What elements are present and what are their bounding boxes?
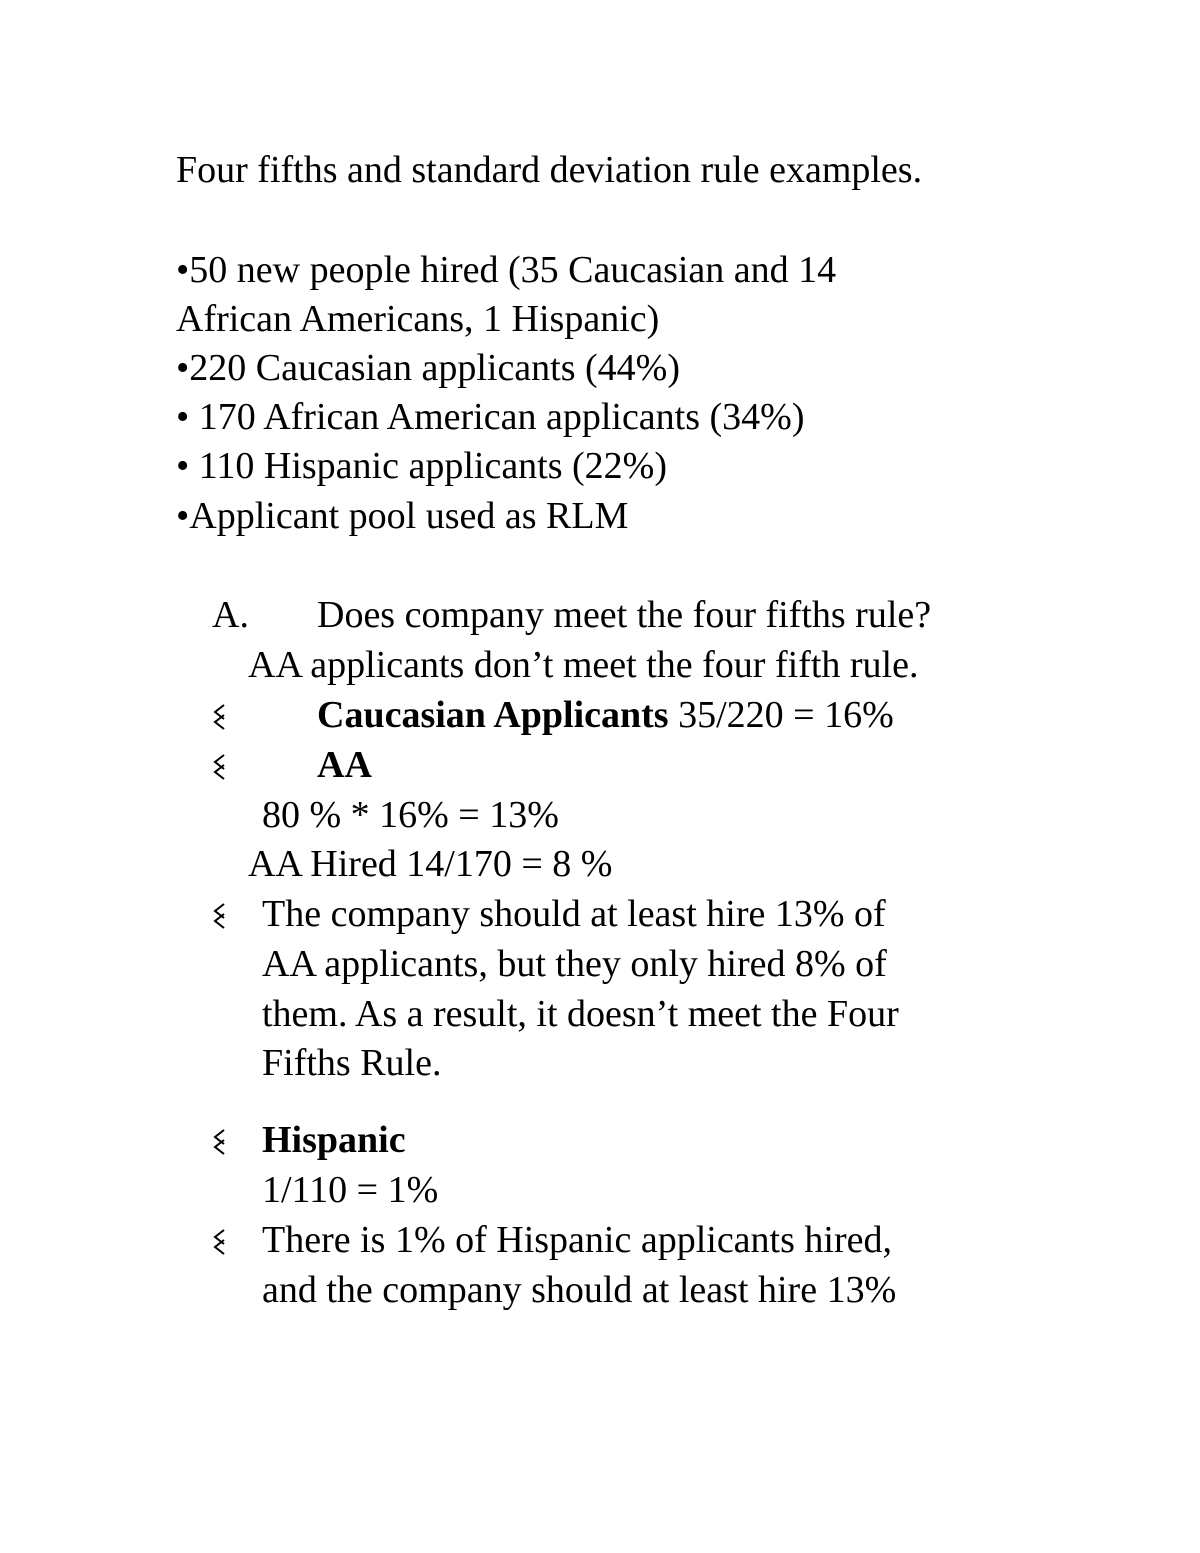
arrow-bullet-icon [210,701,230,731]
arrow-bullet-icon [210,751,230,781]
fact-line: • 110 Hispanic applicants (22%) [176,445,667,487]
hispanic-conclusion-line: and the company should at least hire 13% [262,1269,897,1311]
conclusion-line: AA applicants, but they only hired 8% of [262,943,887,985]
fact-line: •Applicant pool used as RLM [176,495,629,537]
fact-line: African Americans, 1 Hispanic) [176,298,660,340]
fact-line: •220 Caucasian applicants (44%) [176,347,680,389]
conclusion-line: them. As a result, it doesn’t meet the Four [262,993,899,1035]
hispanic-label: Hispanic [262,1119,406,1161]
question-text: Does company meet the four fifths rule? [317,594,932,636]
hispanic-calc: 1/110 = 1% [262,1169,439,1211]
aa-calc-1: 80 % * 16% = 13% [262,794,559,836]
caucasian-row [317,690,894,740]
caucasian-label: Caucasian Applicants [317,694,669,736]
conclusion-line: The company should at least hire 13% of [262,893,886,935]
page-title: Four fifths and standard deviation rule examples. [176,149,923,191]
arrow-bullet-icon [210,1226,230,1256]
aa-calc-2: AA Hired 14/170 = 8 % [248,843,613,885]
answer-text: AA applicants don’t meet the four fifth rule. [248,644,919,686]
arrow-bullet-icon [210,1126,230,1156]
fact-line: • 170 African American applicants (34%) [176,396,805,438]
caucasian-calc: 35/220 = 16% [668,694,894,736]
arrow-bullet-icon [210,900,230,930]
hispanic-conclusion-line: There is 1% of Hispanic applicants hired, [262,1219,892,1261]
fact-line: •50 new people hired (35 Caucasian and 14 [176,249,837,291]
question-label: A. [212,594,249,636]
aa-label: AA [317,744,372,786]
conclusion-line: Fifths Rule. [262,1042,442,1084]
